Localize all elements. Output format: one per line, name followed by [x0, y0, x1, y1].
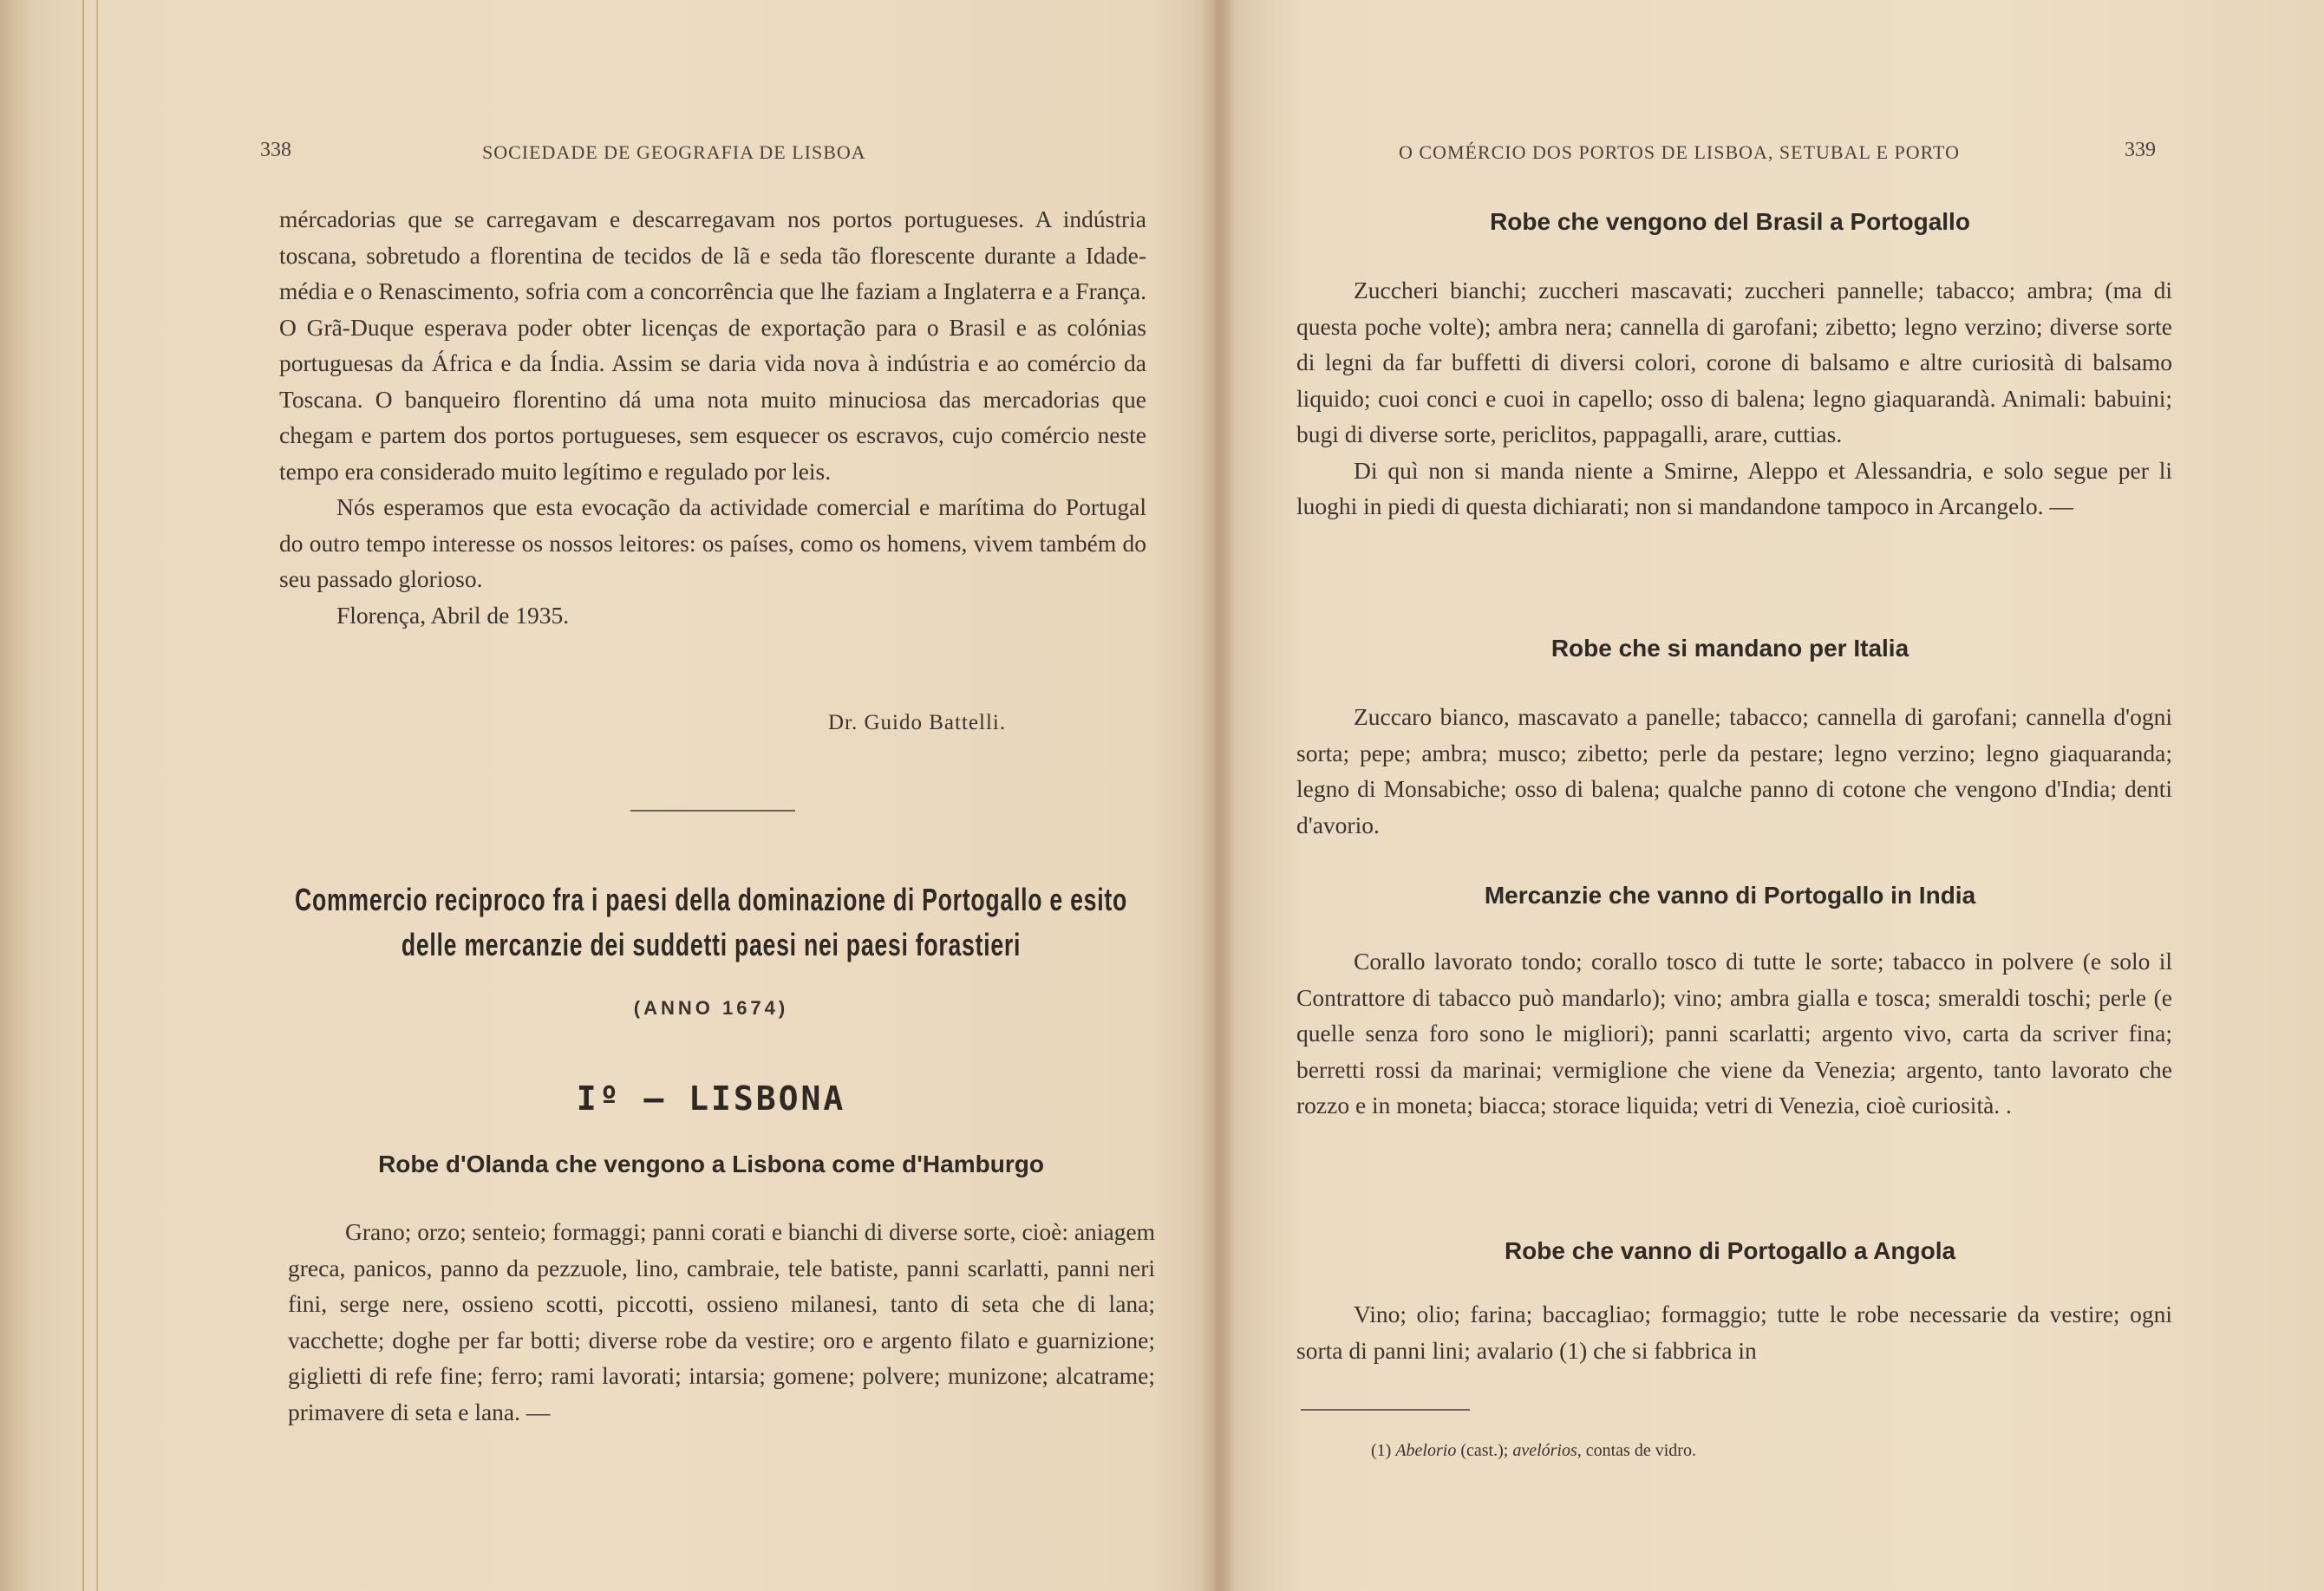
footnote-rule	[1301, 1409, 1470, 1411]
book-gutter	[1201, 0, 1236, 1591]
section-body-text	[1296, 943, 2172, 1124]
paragraph: mércadorias que se carregavam e descarregavam nos portos portugueses. A indústria toscana, sobretudo a florentina de tecidos de lã e seda tão florescente durante a Idade-média e o Renascimento, sofria com a concorrência que lhe faziam a Inglaterra e a França. O Grã-Duque esperava poder obter licenças de exportação para o Brasil e as colónias portuguesas da África e da Índia. Assim se daria vida nova à indústria e ao comércio da Toscana. O banqueiro florentino dá uma nota muito minuciosa das mercadorias que chegam e partem dos portos portugueses, sem esquecer os escravos, cujo comércio neste tempo era considerado muito legítimo e regulado por leis.	[279, 205, 1146, 485]
section-heading: Robe che si mandano per Italia	[1550, 635, 1909, 662]
divider-rule	[630, 810, 795, 812]
section-body-text	[1296, 1296, 2172, 1368]
section-body-text	[1296, 699, 2172, 843]
footnote-term: Abelorio	[1395, 1441, 1457, 1460]
paragraph: Di quì non si manda niente a Smirne, Aleppo et Alessandria, e solo segue per li luoghi in piedi di questa dichiarati; non si mandandone tampoco in Arcangelo. —	[1296, 456, 2172, 519]
article-title-line-2: delle mercanzie dei suddetti paesi nei paesi forastieri	[401, 927, 1022, 962]
paragraph: Zuccheri bianchi; zuccheri mascavati; zuccheri pannelle; tabacco; ambra; (ma di questa poche volte); ambra nera; cannella di garofani; zibetto; legno verzino; diverse sorte di legni da far buffetti di diversi colori, corone di balsamo e altre curiosità di balsamo liquido; cuoi conci e cuoi in capello; osso di balena; legno giaquarandà. Animali: babuini; bugi di diverse sorte, periclitos, pappagalli, arare, cuttias.	[1296, 277, 2172, 447]
section-heading: Robe che vengono del Brasil a Portogallo	[1490, 208, 1970, 235]
section-heading: Mercanzie che vanno di Portogallo in India	[1484, 882, 1976, 909]
subheading: Robe d'Olanda che vengono a Lisbona come d'Hamburgo	[378, 1151, 1044, 1177]
paragraph: Grano; orzo; senteio; formaggi; panni corati e bianchi di diverse sorte, cioè: aniagem greca, panicos, panno da pezzuole, lino, cambraie, tele batiste, panni scarlatti, panni neri fini, serge nere, ossieno scotti, piccotti, ossieno milanesi, tanto di seta che di lana; vacchette; doghe per far botti; diverse robe da vestire; oro e argento filato e guarnizione; giglietti di refe fine; ferro; rami lavorati; intarsia; gomene; polvere; munizone; alcatrame; primavere di seta e lana. —	[288, 1218, 1155, 1425]
paragraph: Corallo lavorato tondo; corallo tosco di tutte le sorte; tabacco in polvere (e solo il Contrattore di tabacco può mandarlo); vino; ambra gialla e tosca; smeraldi toschi; perle (e quelle senza foro sono le migliori); panni scarlatti; argento vivo, carta da scriver fina; berretti rossi da marinai; vermiglione che viene da Venezia; argento, tanto lavorato che rozzo e in moneta; biacca; storace liquida; vetri di Venezia, cioè curiosità. .	[1296, 948, 2172, 1118]
left-page	[260, 0, 1162, 1591]
paragraph: Vino; olio; farina; baccagliao; formaggio; tutte le robe necessarie da vestire; ogni sorta di panni lini; avalario (1) che si fabbrica in	[1296, 1301, 2172, 1364]
footnote	[1371, 1441, 1696, 1461]
footnote-text: contas de vidro.	[1585, 1441, 1696, 1460]
article-title	[256, 877, 1167, 968]
running-head-left: SOCIEDADE DE GEOGRAFIA DE LISBOA	[482, 141, 866, 163]
dateline: Florença, Abril de 1935.	[336, 601, 570, 629]
paragraph: Zuccaro bianco, mascavato a panelle; tabacco; cannella di garofani; cannella d'ogni sorta; pepe; ambra; musco; zibetto; perle da pestare; legno verzino; legno giaquaranda; legno di Monsabiche; osso di balena; qualche panno di cotone che vengono d'India; denti d'avorio.	[1296, 703, 2172, 838]
footnote-text: (cast.);	[1460, 1441, 1509, 1460]
section-heading: Robe che vanno di Portogallo a Angola	[1504, 1237, 1956, 1264]
article-year: (ANNO 1674)	[633, 997, 789, 1019]
footnote-marker: (1)	[1371, 1441, 1392, 1460]
author-signature: Dr. Guido Battelli.	[828, 711, 1007, 734]
article-title-line-1: Commercio reciproco fra i paesi della dominazione di Portogallo e esito	[294, 882, 1127, 917]
section-body-text	[288, 1214, 1155, 1430]
footnote-term: avelórios,	[1512, 1441, 1582, 1460]
page-number-right: 339	[2125, 139, 2156, 161]
page-number-left: 338	[260, 139, 291, 161]
left-body-text	[279, 201, 1146, 633]
paragraph: Nós esperamos que esta evocação da actividade comercial e marítima do Portugal do outro tempo interesse os nossos leitores: os países, como os homens, vivem também do seu passado glorioso.	[279, 493, 1146, 592]
running-head-right: O COMÉRCIO DOS PORTOS DE LISBOA, SETUBAL E PORTO	[1399, 141, 1960, 163]
section-title: Iº — LISBONA	[576, 1079, 846, 1118]
section-body-text	[1296, 272, 2172, 525]
right-page	[1296, 0, 2181, 1591]
page-edge-lines	[82, 0, 119, 1591]
